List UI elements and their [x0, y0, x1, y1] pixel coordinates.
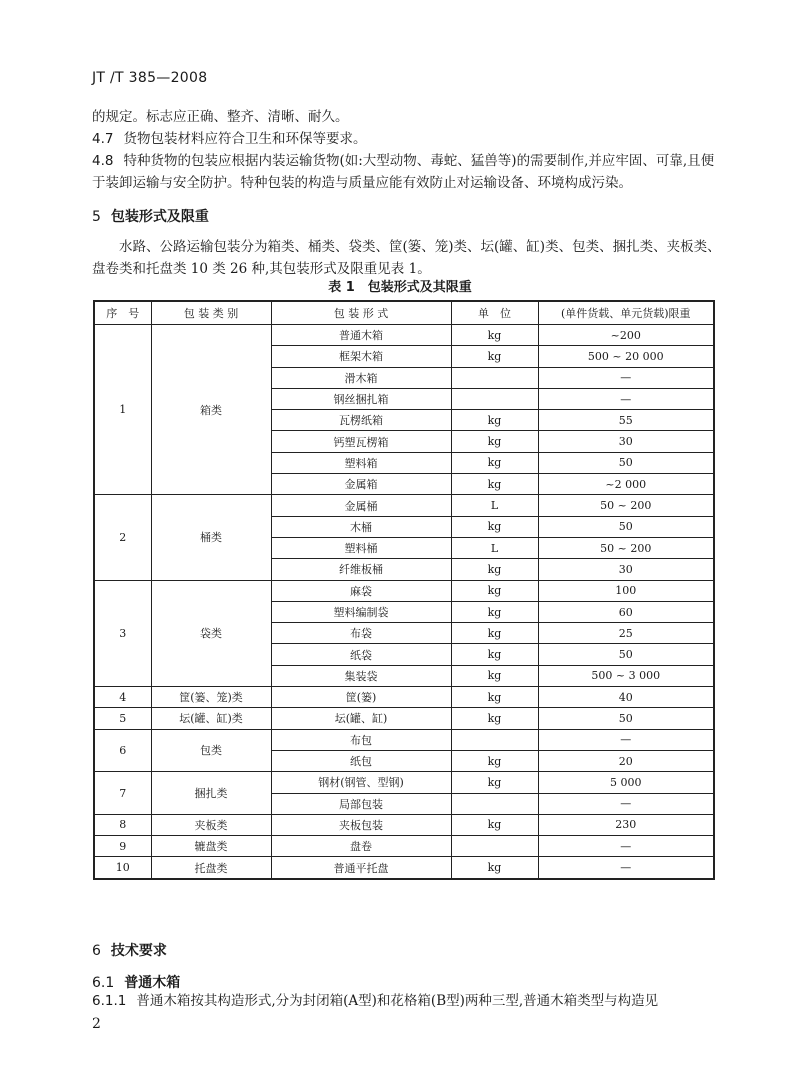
cell-no: 4 — [94, 687, 151, 708]
cell-category: 辘盘类 — [151, 836, 271, 857]
cell-unit: kg — [451, 474, 538, 495]
cell-unit: kg — [451, 708, 538, 729]
cell-unit: kg — [451, 601, 538, 622]
section-6-heading — [92, 940, 167, 960]
cell-form: 金属桶 — [271, 495, 451, 516]
header-category: 包 装 类 别 — [151, 301, 271, 325]
cell-no: 8 — [94, 814, 151, 835]
clause-text: 货物包装材料应符合卫生和环保等要求。 — [123, 131, 367, 147]
packaging-table — [93, 300, 715, 880]
cell-category: 捆扎类 — [151, 772, 271, 815]
cell-limit: 55 — [538, 410, 714, 431]
cell-limit: 30 — [538, 431, 714, 452]
cell-no: 9 — [94, 836, 151, 857]
subsection-6-1-heading — [92, 972, 180, 992]
subsection-number: 6.1 — [92, 975, 115, 991]
cell-form: 局部包装 — [271, 793, 451, 814]
clause-text: 特种货物的包装应根据内装运输货物(如:大型动物、毒蛇、猛兽等)的需要制作,并应牢固、可靠,且便于装卸运输与安全防护。特种包装的构造与质量应能有效防止对运输设备、环境构成污染。 — [92, 153, 715, 191]
cell-unit: kg — [451, 452, 538, 473]
cell-unit: kg — [451, 665, 538, 686]
cell-form: 集装袋 — [271, 665, 451, 686]
table-caption: 表 1 包装形式及其限重 — [328, 280, 472, 295]
section-number: 6 — [92, 943, 101, 959]
header-form: 包 装 形 式 — [271, 301, 451, 325]
cell-form: 滑木箱 — [271, 367, 451, 388]
cell-limit: 40 — [538, 687, 714, 708]
cell-limit: ~200 — [538, 325, 714, 346]
cell-limit: 230 — [538, 814, 714, 835]
cell-limit: 20 — [538, 750, 714, 771]
cell-limit: — — [538, 793, 714, 814]
cell-unit: kg — [451, 687, 538, 708]
cell-form: 塑料编制袋 — [271, 601, 451, 622]
table-body — [94, 325, 714, 879]
cell-limit: 50 — [538, 708, 714, 729]
cell-form: 金属箱 — [271, 474, 451, 495]
cell-form: 布包 — [271, 729, 451, 750]
cell-category: 夹板类 — [151, 814, 271, 835]
cell-unit: kg — [451, 772, 538, 793]
table-row — [94, 708, 714, 729]
clause-6-1-1 — [92, 990, 722, 1012]
cell-limit: 25 — [538, 623, 714, 644]
cell-form: 框架木箱 — [271, 346, 451, 367]
cell-form: 瓦楞纸箱 — [271, 410, 451, 431]
cell-unit — [451, 388, 538, 409]
clause-number: 4.8 — [92, 153, 114, 169]
cell-category: 箱类 — [151, 325, 271, 495]
cell-form: 普通平托盘 — [271, 857, 451, 879]
section-5-heading — [92, 206, 209, 226]
cell-category: 桶类 — [151, 495, 271, 580]
clause-text: 普通木箱按其构造形式,分为封闭箱(A型)和花格箱(B型)两种三型,普通木箱类型与构造见 — [136, 993, 659, 1009]
cell-form: 纸袋 — [271, 644, 451, 665]
table-row — [94, 495, 714, 516]
cell-unit — [451, 729, 538, 750]
cell-limit: 500 ~ 20 000 — [538, 346, 714, 367]
cell-unit: kg — [451, 516, 538, 537]
cell-limit: 30 — [538, 559, 714, 580]
header-limit: (单件货载、单元货载)限重 — [538, 301, 714, 325]
cell-limit: 5 000 — [538, 772, 714, 793]
cell-category: 托盘类 — [151, 857, 271, 879]
cell-form: 纸包 — [271, 750, 451, 771]
section-title: 技术要求 — [110, 943, 167, 959]
section-number: 5 — [92, 209, 101, 225]
cell-unit: kg — [451, 750, 538, 771]
cell-unit: L — [451, 495, 538, 516]
cell-limit: 60 — [538, 601, 714, 622]
cell-unit: kg — [451, 623, 538, 644]
cell-limit: 50 ~ 200 — [538, 495, 714, 516]
cell-form: 塑料箱 — [271, 452, 451, 473]
cell-unit: kg — [451, 644, 538, 665]
header-no: 序 号 — [94, 301, 151, 325]
cell-limit: 100 — [538, 580, 714, 601]
cell-form: 塑料桶 — [271, 537, 451, 558]
cell-no: 1 — [94, 325, 151, 495]
cell-limit: — — [538, 857, 714, 879]
cell-unit: kg — [451, 346, 538, 367]
subsection-title: 普通木箱 — [124, 975, 181, 991]
header-unit: 单 位 — [451, 301, 538, 325]
table-row — [94, 580, 714, 601]
cell-limit: — — [538, 836, 714, 857]
cell-form: 夹板包装 — [271, 814, 451, 835]
cell-limit: ~2 000 — [538, 474, 714, 495]
table-row — [94, 857, 714, 879]
clause-4-8 — [92, 150, 722, 194]
clause-number: 6.1.1 — [92, 993, 127, 1009]
cell-unit: kg — [451, 325, 538, 346]
cell-form: 盘卷 — [271, 836, 451, 857]
cell-form: 钢材(钢管、型钢) — [271, 772, 451, 793]
cell-limit: 50 — [538, 452, 714, 473]
cell-form: 钙塑瓦楞箱 — [271, 431, 451, 452]
cell-no: 6 — [94, 729, 151, 772]
cell-category: 包类 — [151, 729, 271, 772]
cell-no: 3 — [94, 580, 151, 686]
cell-no: 2 — [94, 495, 151, 580]
cell-form: 麻袋 — [271, 580, 451, 601]
cell-limit: — — [538, 367, 714, 388]
cell-limit: 50 — [538, 644, 714, 665]
cell-category: 袋类 — [151, 580, 271, 686]
cell-unit — [451, 367, 538, 388]
cell-form: 普通木箱 — [271, 325, 451, 346]
cell-form: 坛(罐、缸) — [271, 708, 451, 729]
standard-code: JT /T 385—2008 — [92, 70, 208, 86]
cell-unit: kg — [451, 580, 538, 601]
clause-4-7 — [92, 128, 722, 150]
table-row — [94, 836, 714, 857]
cell-limit: — — [538, 388, 714, 409]
paragraph-marking-rule: 的规定。标志应正确、整齐、清晰、耐久。 — [92, 109, 349, 125]
cell-unit — [451, 793, 538, 814]
cell-category: 筐(篓、笼)类 — [151, 687, 271, 708]
cell-form: 筐(篓) — [271, 687, 451, 708]
section-5-body: 水路、公路运输包装分为箱类、桶类、袋类、筐(篓、笼)类、坛(罐、缸)类、包类、捆扎类、夹板类、盘卷类和托盘类 10 类 26 种,其包装形式及限重见表 1。 — [92, 239, 721, 277]
cell-unit: kg — [451, 410, 538, 431]
cell-form: 布袋 — [271, 623, 451, 644]
cell-no: 7 — [94, 772, 151, 815]
cell-limit: — — [538, 729, 714, 750]
cell-form: 钢丝捆扎箱 — [271, 388, 451, 409]
table-row — [94, 687, 714, 708]
cell-form: 木桶 — [271, 516, 451, 537]
cell-unit: kg — [451, 857, 538, 879]
cell-no: 5 — [94, 708, 151, 729]
table-row — [94, 772, 714, 793]
cell-unit: kg — [451, 814, 538, 835]
table-row — [94, 325, 714, 346]
table-row — [94, 729, 714, 750]
cell-form: 纤维板桶 — [271, 559, 451, 580]
table-row — [94, 814, 714, 835]
cell-no: 10 — [94, 857, 151, 879]
cell-limit: 50 ~ 200 — [538, 537, 714, 558]
cell-unit: L — [451, 537, 538, 558]
table-header-row — [94, 301, 714, 325]
clause-number: 4.7 — [92, 131, 114, 147]
cell-limit: 50 — [538, 516, 714, 537]
section-title: 包装形式及限重 — [110, 209, 209, 225]
page-number: 2 — [92, 1016, 101, 1032]
cell-unit — [451, 836, 538, 857]
cell-category: 坛(罐、缸)类 — [151, 708, 271, 729]
cell-unit: kg — [451, 431, 538, 452]
cell-limit: 500 ~ 3 000 — [538, 665, 714, 686]
cell-unit: kg — [451, 559, 538, 580]
